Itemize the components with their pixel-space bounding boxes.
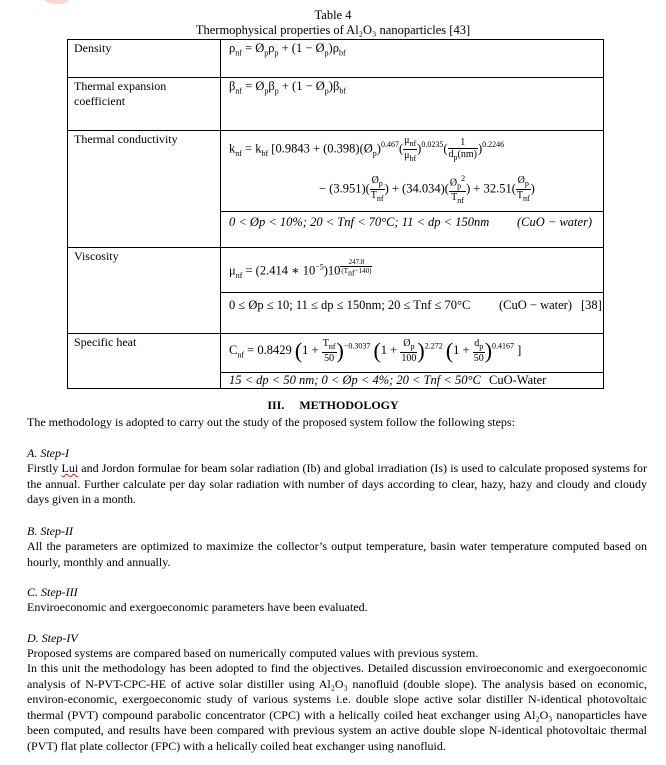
step-text: Proposed systems are compared based on numerically computed values with previous system. xyxy=(27,646,479,660)
property-label: Thermal expansion coefficient xyxy=(68,78,221,131)
property-label: Specific heat xyxy=(68,334,221,389)
property-label: Thermal conductivity xyxy=(68,131,221,248)
density-formula: $\rho_{nf}$ = $Ø_p\rho_p + (1$ − $Ø_p)\rho_{bf}$ xyxy=(229,41,346,58)
viscosity-formula-cell xyxy=(221,248,604,334)
specific-heat-formula-cell xyxy=(221,334,604,389)
property-label: Density xyxy=(68,40,221,78)
property-label: Viscosity xyxy=(68,248,221,334)
conductivity-fluid: (CuO − water) xyxy=(517,215,593,229)
viscosity-ref: [38] xyxy=(581,298,602,312)
properties-table xyxy=(67,39,604,389)
step-text: All the parameters are optimized to maximize the collector’s output temperature, basin water temperature computed based on hourly, monthly and annually. xyxy=(27,539,647,569)
section-heading: III. METHODOLOGY xyxy=(267,398,399,412)
conductivity-condition: 0 < Øp < 10%; 20 < Tnf < 70°C; 11 < dp < 150nm xyxy=(229,215,490,229)
conductivity-formula-line-2: − (3.951)( $\frac{Ø_p}{T_{nf}}$ ) + (34.034)( $\frac{Ø_p^2}{T_{nf}}$ ) + 32.51( $\frac{Ø_p}{T_{nf}}$ ) xyxy=(319,174,535,206)
viscosity-formula: $\mu_{nf} = (2.414$ ∗ $10^{-5})10$ $^{\frac{247.8}{(T_{nf}-140)}}$ xyxy=(229,258,372,281)
specific-heat-condition: 15 < dp < 50 nm; 0 < Øp < 4%; 20 < Tnf < 50°C xyxy=(229,373,481,387)
density-formula-cell xyxy=(221,40,604,78)
step-text: Firstly Lui and Jordon formulae for beam solar radiation (Ib) and global irradiation (Is) is used to calculate proposed systems for the annual. Further calculate per day solar radiation with number of days according to clear, hazy, hazy and cloudy and cloudy days given in a month. xyxy=(27,461,647,507)
table-row-viscosity xyxy=(68,248,604,334)
viscosity-fluid: (CuO − water) xyxy=(499,298,572,312)
specific-heat-fluid: CuO-Water xyxy=(489,373,547,387)
table-row-density xyxy=(68,40,604,78)
table-row-expansion xyxy=(68,78,604,131)
spellcheck-flag: Lui xyxy=(61,461,79,475)
step-label: C. Step-III xyxy=(27,585,78,599)
table-number: Table 4 xyxy=(314,8,352,22)
closing-paragraph: In this unit the methodology has been adopted to find the objectives. Detailed discussion enviroeconomic and exergoeconomic analysis of N-PVT-CPC-HE of active solar distiller using Al₂O₃ nanofluid (double slope). The analysis based on economic, environ-economic, exergoeconomic study of various systems i.e. double slope active solar distiller N-identical photovoltaic thermal (PVT) compound parabolic concentrator (CPC) with a helically coiled heat exchanger using Al₂O₃ nanoparticles have been computed, and results have been compared with previous system an active double slope N-identical photovoltaic thermal (PVT) flat plate collector (FPC) with a helically coiled heat exchanger using nanofluid. xyxy=(27,661,647,753)
step-label: A. Step-I xyxy=(27,446,69,460)
section-intro: The methodology is adopted to carry out the study of the proposed system follow the following steps: xyxy=(27,415,515,429)
expansion-formula-cell xyxy=(221,78,604,131)
viscosity-condition: 0 ≤ Øp ≤ 10; 11 ≤ dp ≤ 150nm; 20 ≤ Tnf ≤ 70°C xyxy=(229,298,471,312)
step-label: B. Step-II xyxy=(27,524,73,538)
specific-heat-formula: $C_{nf} = 0.8429$ (1 + $\frac{T_{nf}}{50}$ )$^{-0.3037}$ (1 + $\frac{Ø_p}{100}$ )$^{2.272}$ (1 + $\frac{d_p}{50}$ )$^{0.4167}$ ] xyxy=(229,338,522,364)
table-row-specific-heat xyxy=(68,334,604,389)
conductivity-formula-cell xyxy=(221,131,604,248)
journal-logo xyxy=(40,0,74,4)
expansion-formula: $\beta_{nf}$ = $Ø_p\beta_p + (1$ − $Ø_p)\beta_{bf}$ xyxy=(229,79,346,96)
table-row-conductivity xyxy=(68,131,604,248)
step-label: D. Step-IV xyxy=(27,631,78,645)
conductivity-formula-line-1: $k_{nf} = k_{bf}$ [$0.9843 + (0.398)(Ø_p)^{0.467}$( $\frac{\mu_{nf}}{\mu_{bf}}$ )$^{0.0235}$( $\frac{1}{d_p(nm)}$ )$^{0.2246}$ xyxy=(229,135,505,163)
table-caption: Thermophysical properties of Al₂O₃ nanoparticles [43] xyxy=(195,23,471,37)
step-text: Enviroeconomic and exergoeconomic parameters have been evaluated. xyxy=(27,600,368,614)
